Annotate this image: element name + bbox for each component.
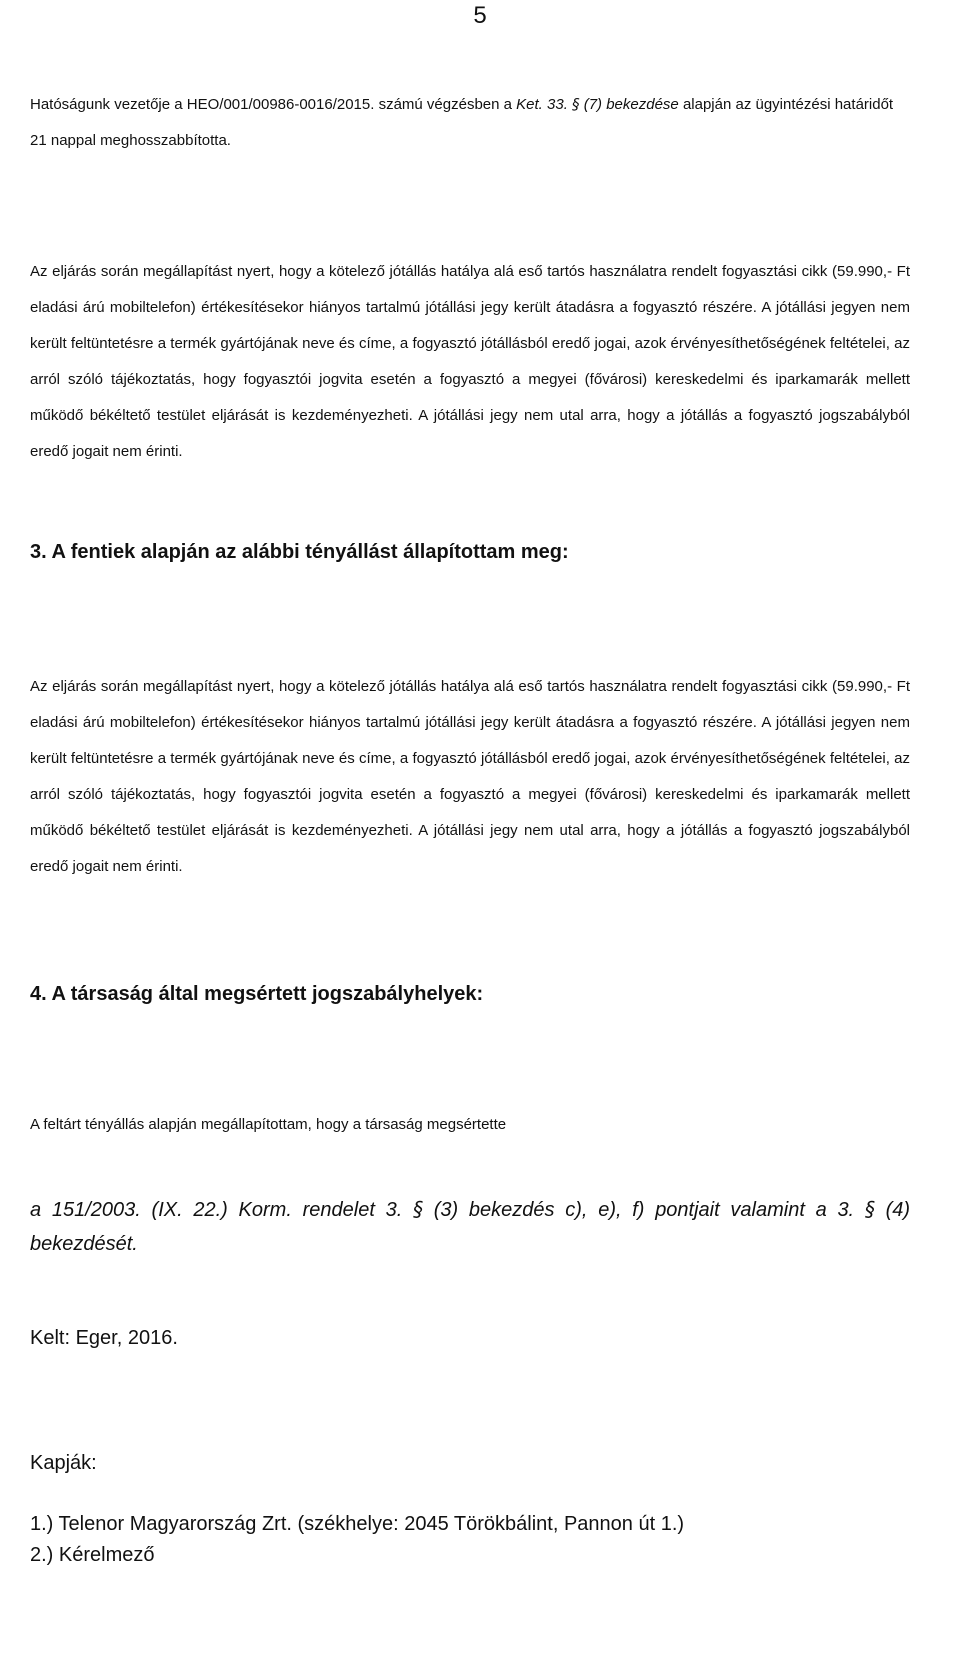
notice-text: Hatóságunk vezetője a HEO/001/00986-0016/2015. számú végzésben a [30,96,517,113]
section-3-text: Az eljárás során megállapítást nyert, hogy a kötelező jótállás hatálya alá eső tartós használatra rendelt fogyasztási cikk (59.990,- Ft eladási árú mobiltelefon) értékesítésekor hiányos tartalmú jótállási jegy került átadásra a fogyasztó részére. A jótállási jegyen nem került feltüntetésre a termék gyártójának neve és címe, a fogyasztó jótállásból eredő jogai, azok érvényesíthetőségének feltételei, az arról szóló tájékoztatás, hogy fogyasztói jogvita esetén a fogyasztó a megyei (fővárosi) kereskedelmi és iparkamarák mellett működő békéltető testület eljárását is kezdeményezheti. A jótállási jegy nem utal arra, hogy a jótállás a fogyasztó jogszabályból eredő jogait nem érinti. [30,678,910,875]
regulation-reference [30,1192,910,1261]
section-3-heading: 3. A fentiek alapján az alábbi tényállást állapítottam meg: [30,541,569,563]
findings-paragraph: Az eljárás során megállapítást nyert, hogy a kötelező jótállás hatálya alá eső tartós használatra rendelt fogyasztási cikk (59.990,- Ft eladási árú mobiltelefon) értékesítésekor hiányos tartalmú jótállási jegy került átadásra a fogyasztó részére. A jótállási jegyen nem került feltüntetésre a termék gyártójának neve és címe, a fogyasztó jótállásból eredő jogai, azok érvényesíthetőségének feltételei, az arról szóló tájékoztatás, hogy fogyasztói jogvita esetén a fogyasztó a megyei (fővárosi) kereskedelmi és iparkamarák mellett működő békéltető testület eljárását is kezdeményezheti. A jótállási jegy nem utal arra, hogy a jótállás a fogyasztó jogszabályból eredő jogait nem érinti. [30,263,910,460]
extension-notice [30,86,910,159]
recipient-item: 2.) Kérelmező [30,1544,155,1566]
section-sign: § [413,1197,424,1221]
section-4-heading: 4. A társaság által megsértett jogszabályhelyek: [30,983,484,1005]
law-reference: Ket. 33. [516,96,568,113]
recipient-item: 1.) Telenor Magyarország Zrt. (székhelye: 2045 Törökbálint, Pannon út 1.) [30,1513,685,1535]
page-number: 5 [473,2,487,29]
section-sign: § [572,95,580,113]
paragraph-reference: (7) bekezdése [583,96,679,113]
regulation-text-3: (4) bekezdését. [30,1199,911,1255]
regulation-text-2: (3) bekezdés c), e), f) pontjait valamint a 3. [423,1199,855,1221]
regulation-text-1: a 151/2003. (IX. 22.) Korm. rendelet 3. [30,1199,403,1221]
date-location: Kelt: Eger, 2016. [30,1327,178,1349]
notice-text-end: alapján az ügyintézési határidőt 21 nappal meghosszabbította. [30,96,894,149]
section-sign: § [864,1197,875,1221]
recipients-label: Kapják: [30,1452,97,1474]
section-4-text: A feltárt tényállás alapján megállapítottam, hogy a társaság megsértette [30,1116,507,1133]
